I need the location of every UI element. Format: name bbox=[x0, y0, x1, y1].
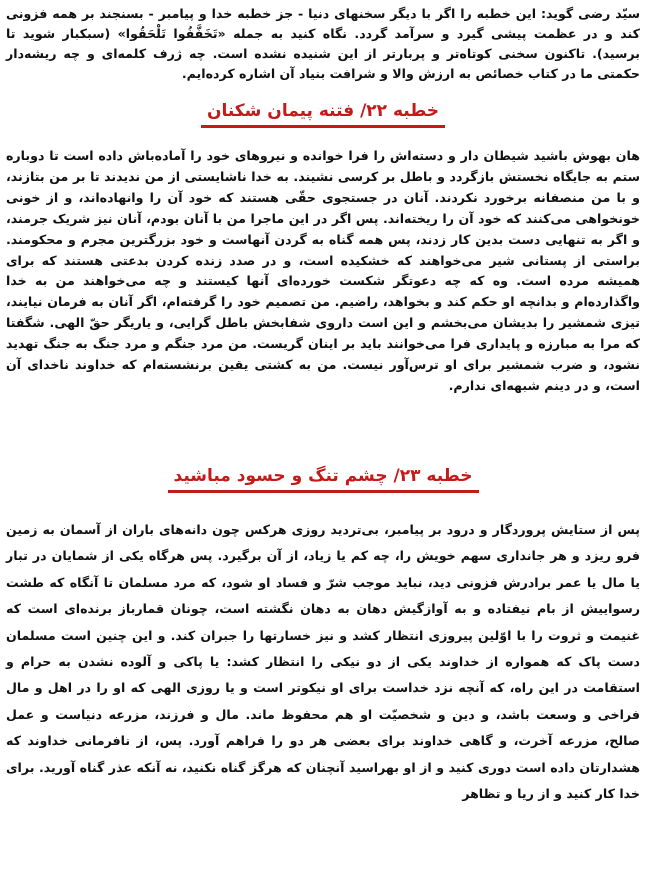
sermon-22-heading bbox=[4, 101, 642, 128]
sermon-22-paragraph: هان بهوش باشید شیطان دار و دسته‌اش را فرا خوانده و نیروهای خود را آماده‌باش داده است تا دوباره ستم به جایگاه نخستش بازگردد و باطل بر کرسی نشیند. به خدا ناشایستی از من ندیدند تا بر من بتازند، و با من منصفانه برخورد نکردند. آنان در جستجوی حقّی هستند که خود آن را وانهاده‌اند، و از خونی خونخواهی می‌کنند که خود آن را ریخته‌اند. پس اگر در این ماجرا من با آنان بودم، آنان نیز شریک جرمند، و اگر به تنهایی دست بدین کار زدند، پس همه گناه به گردن آنهاست و خود بزرگترین مجرم و محکومند. براستی از پستانی شیر می‌خواهند که خشکیده است، و در صدد زنده کردن بدعتی هستند که برای همیشه مرده است. وه که چه دعوتگر شکست خورده‌ای آنها کیستند و چه می‌خواهند من به خدا واگذارده‌ام و بدانچه او حکم کند و بخواهد، راضیم. من تصمیم خود را گرفته‌ام، اگر آنان به فرمان نیایند، تیزی شمشیر را بدیشان می‌بخشم و این است داروی شفابخش باطل گرایی، و یاریگر حقّ الهی. شگفتا که مرا به مبارزه و پایداری فرا می‌خوانند باید بر اینان گریست. من مرد جنگم و مرد جنگ به جنگ تهدید نشود، و ضرب شمشیر برای او ترس‌آور نیست. من به کشتی یقین برنشسته‌ام که خداوند ناخدای آن است، و در دینم شبهه‌ای ندارم. bbox=[6, 148, 640, 393]
sermon-23-paragraph: پس از ستایش پروردگار و درود بر پیامبر، بی‌تردید روزی هرکس چون دانه‌های باران از آسمان به زمین فرو ریزد و هر جانداری سهم خویش را، چه کم یا زیاد، از آن برگیرد. پس هرگاه یکی از شمایان در تبار یا مال یا عمر برادرش فزونی دید، نباید موجب شرّ و فساد او شود، که مرد مسلمان تا آنگاه که طشت رسواییش از بام نیفتاده و به آوازگیش دهان به دهان نگشته است، چونان قمارباز برنده‌ای است که غنیمت و ثروت را با اوّلین پیروزی انتظار کشد و نیز خسارتها را جبران کند. و این چنین است مسلمان دست پاک که همواره از خداوند یکی از دو نیکی را انتظار کشد: یا پاکی و آلوده نشدن به حرام و استقامت در این راه، که آنچه نزد خداست برای او نیکوتر است و یا روزی الهی که او را در اهل و مال فراخی و وسعت باشد، و دین و شخصیّت او هم محفوظ ماند. مال و فرزند، مزرعه دنیاست و عمل صالح، مزرعه آخرت، و گاهی خداوند برای بعضی هر دو را فراهم آورد. پس، از نافرمانی خداوند که هشدارتان داده است دوری کنید و از او بهراسید آنچنان که هرگز گناه نکنید، نه آنکه عذر گناه آورید. برای خدا کار کنید و از ریا و تظاهر bbox=[6, 522, 640, 802]
sermon-23-heading bbox=[4, 466, 642, 493]
document-page bbox=[4, 0, 642, 882]
sermon-22-title: خطبه ۲۲/ فتنه پیمان شکنان bbox=[201, 101, 445, 128]
intro-paragraph: سیّد رضی گوید: این خطبه را اگر با دیگر سخنهای دنیا - جز خطبه خدا و پیامبر - بسنجند بر همه فزونی کند و در عظمت پیشی گیرد و سرآمد گردد. نگاه کنید به جمله «تَخَفَّفُوا تَلْحَقُوا» (سبکبار شوید تا برسید). تاکنون سخنی کوتاه‌تر و پربارتر از این شنیده نشده است. چه ژرف کلمه‌ای و چه ریشه‌دار حکمتی ما در کتاب خصائص به ارزش والا و شرافت بنیاد آن اشاره کرده‌ایم. bbox=[6, 6, 640, 81]
sermon-23-title: خطبه ۲۳/ چشم تنگ و حسود مباشید bbox=[168, 466, 479, 493]
